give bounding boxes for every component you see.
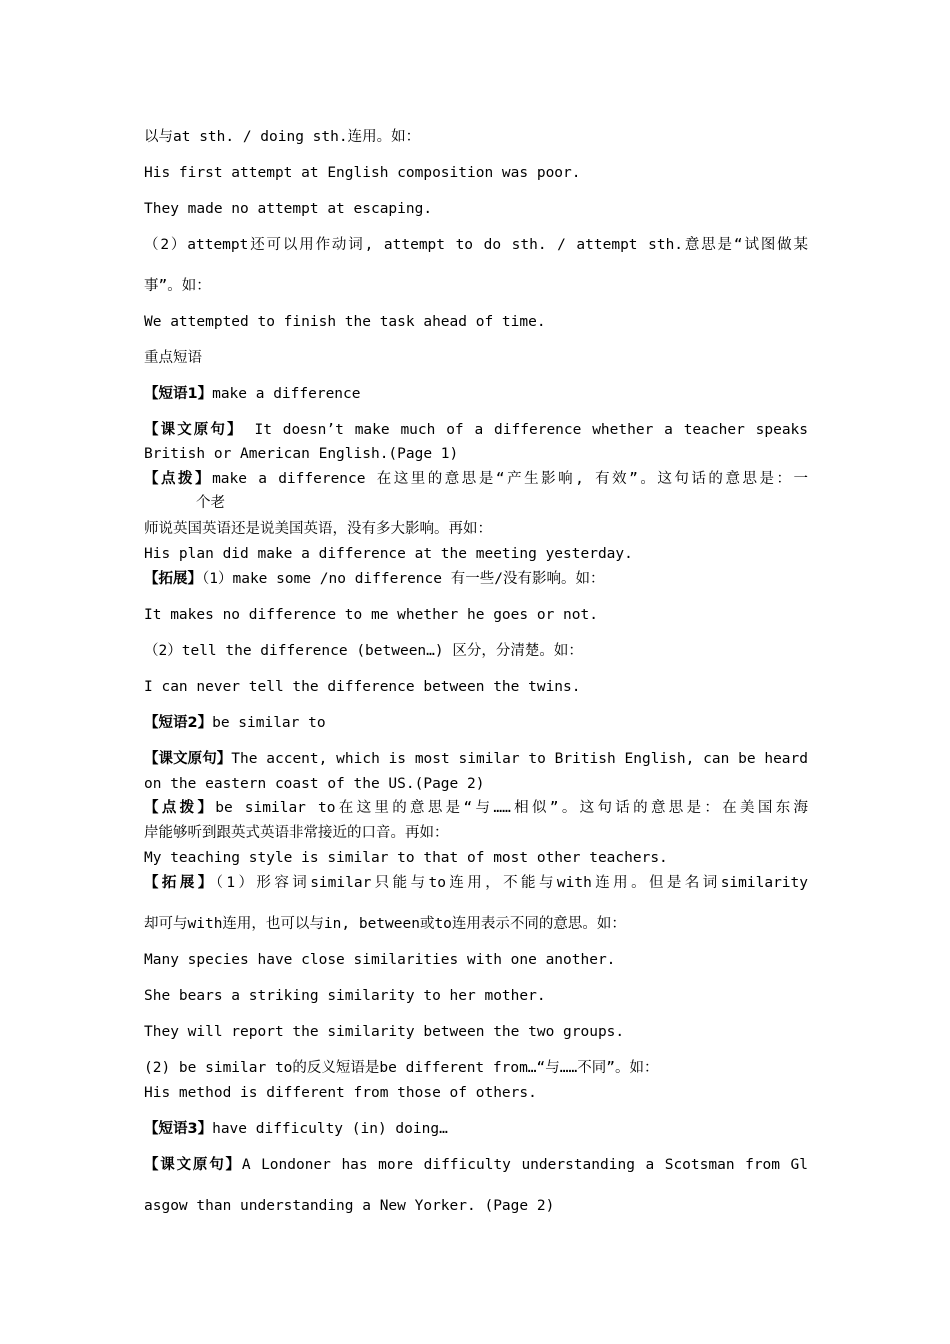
text-line: 岸能够听到跟英式英语非常接近的口音。再如： (144, 825, 449, 841)
phrase-heading (144, 385, 808, 403)
example-sentence: His plan did make a difference at the meeting yesterday. (144, 546, 633, 562)
example-sentence: I can never tell the difference between the twins. (144, 679, 581, 695)
tip-text: make a difference 在这里的意思是“产生影响, 有效”。这句话的意思是：一 (212, 471, 808, 487)
phrase-heading (144, 714, 808, 732)
text-line (144, 1156, 808, 1174)
phrase-text: make a difference (212, 386, 361, 402)
phrase-text: have difficulty (in) doing… (212, 1121, 448, 1137)
example-sentence: They made no attempt at escaping. (144, 201, 433, 217)
example-sentence: She bears a striking similarity to her mother. (144, 988, 546, 1004)
text-line: （2）attempt还可以用作动词, attempt to do sth. / attempt sth.意思是“试图做某 (144, 237, 808, 253)
original-sentence-text: The accent, which is most similar to British English, can be heard (231, 751, 808, 767)
example-sentence: His first attempt at English composition was poor. (144, 165, 581, 181)
example-sentence: We attempted to finish the task ahead of time. (144, 314, 546, 330)
expand-label: 【拓展】 (144, 571, 202, 587)
original-sentence-label: 【课文原句】 (144, 422, 244, 438)
example-sentence: It makes no difference to me whether he goes or not. (144, 607, 598, 623)
phrase-label: 【短语3】 (144, 1121, 213, 1137)
text-line: 以与at sth. / doing sth.连用。如： (144, 129, 421, 145)
text-line: British or American English.(Page 1) (144, 446, 459, 462)
text-line (144, 470, 808, 488)
phrase-label: 【短语2】 (144, 715, 213, 731)
tip-text: be similar to在这里的意思是“与……相似”。这句话的意思是：在美国东海 (215, 800, 809, 816)
example-sentence: My teaching style is similar to that of most other teachers. (144, 850, 668, 866)
text-line: 师说英国英语还是说美国英语，没有多大影响。再如： (144, 521, 492, 537)
text-line: on the eastern coast of the US.(Page 2) (144, 776, 485, 792)
text-line: （2）tell the difference (between…) 区分，分清楚。如： (144, 643, 583, 659)
text-line: 个老 (196, 495, 225, 511)
text-line: (2) be similar to的反义短语是be different from…“与……不同”。如： (144, 1060, 659, 1076)
phrase-text: be similar to (212, 715, 326, 731)
text-line (144, 750, 808, 768)
tip-label: 【点拨】 (144, 800, 216, 816)
original-sentence-text: It doesn’t make much of a difference whether a teacher speaks (254, 422, 809, 438)
text-line: asgow than understanding a New Yorker. (Page 2) (144, 1198, 555, 1214)
tip-label: 【点拨】 (144, 471, 213, 487)
expand-text: （1）make some /no difference 有一些/没有影响。如： (202, 571, 605, 587)
text-line: 却可与with连用，也可以与in, between或to连用表示不同的意思。如： (144, 916, 626, 932)
text-line (144, 421, 808, 439)
example-sentence: His method is different from those of others. (144, 1085, 537, 1101)
example-sentence: They will report the similarity between the two groups. (144, 1024, 625, 1040)
original-sentence-text: A Londoner has more difficulty understanding a Scotsman from Gl (241, 1157, 808, 1173)
phrase-heading (144, 1120, 808, 1138)
phrase-label: 【短语1】 (144, 386, 213, 402)
original-sentence-label: 【课文原句】 (144, 751, 232, 767)
expand-text: （1）形容词similar只能与to连用，不能与with连用。但是名词similarity (215, 875, 808, 891)
original-sentence-label: 【课文原句】 (144, 1157, 242, 1173)
text-line (144, 799, 808, 817)
text-line (144, 874, 808, 892)
example-sentence: Many species have close similarities with one another. (144, 952, 616, 968)
text-line (144, 570, 808, 588)
section-heading: 重点短语 (144, 350, 202, 366)
text-line: 事”。如： (144, 278, 211, 294)
expand-label: 【拓展】 (144, 875, 216, 891)
